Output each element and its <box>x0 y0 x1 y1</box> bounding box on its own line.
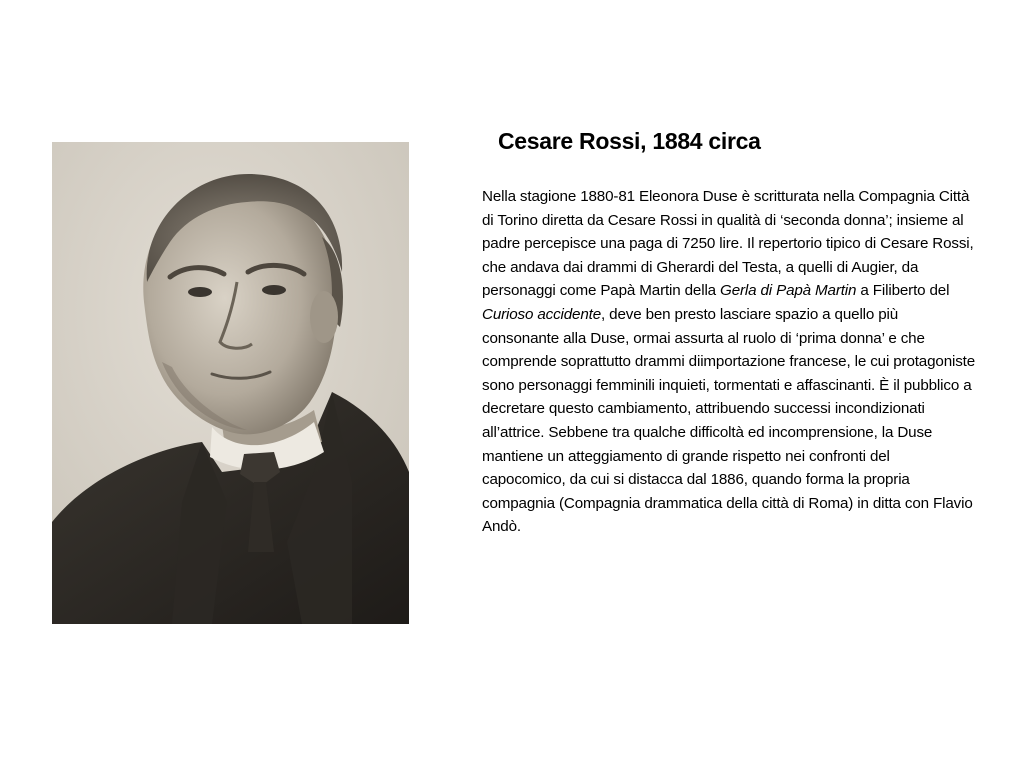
play-title-curioso: Curioso accidente <box>482 305 602 323</box>
body-text-part-3: , deve ben presto lasciare spazio a quello più consonante alla Duse, ormai assurta al ruolo di ‘prima donna’ e che comprende soprattutto drammi diimportazione francese, le cui protagoniste sono personaggi femminili inquieti, tormentati e affascinanti. È il pubblico a decretare questo cambiamento, attribuendo successi incondizionati all’attrice. Sebbene tra qualche difficoltà ed incomprensione, la Duse mantiene un atteggiamento di grande rispetto nei confronti del capocomico, da cui si distacca dal 1886, quando forma la propria compagnia (Compagnia drammatica della città di Roma) in ditta con Flavio Andò. <box>482 305 976 536</box>
slide-body-text <box>482 185 977 539</box>
portrait-illustration <box>52 142 409 624</box>
body-paragraph <box>482 185 977 539</box>
body-text-part-2: a Filiberto del <box>856 282 950 300</box>
play-title-gerla: Gerla di Papà Martin <box>720 282 857 300</box>
body-text-part-1: Nella stagione 1880-81 Eleonora Duse è scritturata nella Compagnia Città di Torino diretta da Cesare Rossi in qualità di ‘seconda donna’; insieme al padre percepisce una paga di 7250 lire. Il repertorio tipico di Cesare Rossi, che andava dai drammi di Gherardi del Testa, a quelli di Augier, da personaggi come Papà Martin della <box>482 188 974 300</box>
slide-title: Cesare Rossi, 1884 circa <box>498 128 761 154</box>
portrait-photo <box>52 142 409 624</box>
